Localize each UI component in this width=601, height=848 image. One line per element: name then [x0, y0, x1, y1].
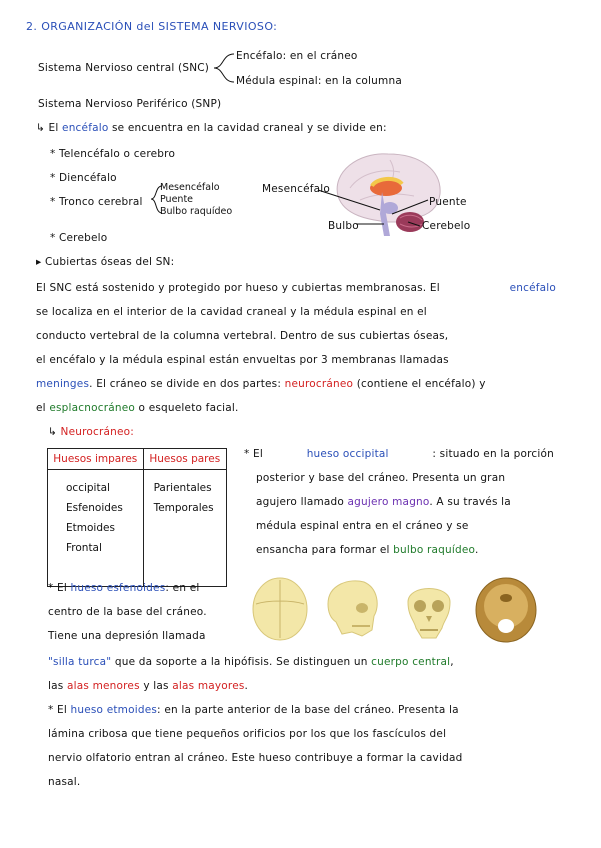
paragraph-line-1 — [36, 282, 556, 294]
occipital-line-4: médula espinal entra en el cráneo y se — [256, 520, 469, 532]
occipital-l1-star: * El — [244, 448, 263, 460]
esfenoides-las-1: las — [48, 680, 64, 692]
division-diencefalo: * Diencéfalo — [50, 172, 117, 184]
occipital-l1-rest: : situado en la porción — [432, 448, 554, 460]
bone-etmoides: Etmoides — [66, 522, 115, 534]
occipital-line-5 — [256, 544, 479, 556]
tronco-part-puente: Puente — [160, 194, 194, 205]
occipital-l3-text: agujero llamado — [256, 496, 344, 508]
occipital-term: hueso occipital — [306, 448, 389, 460]
paragraph-l2-text: se localiza en el interior de la cavidad craneal y la médula espinal en el — [36, 306, 427, 318]
etmoides-line-4: nasal. — [48, 776, 81, 788]
page-title: 2. ORGANIZACIÓN del SISTEMA NERVIOSO: — [26, 20, 278, 33]
bone-parientales: Parientales — [153, 482, 212, 494]
esfenoides-line-2: centro de la base del cráneo. — [48, 606, 207, 618]
esfenoides-term: hueso esfenoides — [70, 582, 166, 594]
occipital-l5-text: ensancha para formar el — [256, 544, 390, 556]
paragraph-esplacnocraneo: esplacnocráneo — [49, 402, 135, 414]
snc-branch-encefalo: Encéfalo: en el cráneo — [236, 50, 358, 62]
paragraph-l5-text: . El cráneo se divide en dos partes: — [89, 378, 282, 390]
paragraph-meninges: meninges — [36, 378, 90, 390]
esfenoides-l1-star: * El — [48, 582, 67, 594]
paragraph-line-4 — [36, 354, 449, 366]
bone-occipital: occipital — [66, 482, 110, 494]
paragraph-line-2 — [36, 306, 556, 318]
esfenoides-cuerpo-central: cuerpo central — [371, 656, 451, 668]
snc-branch-medula: Médula espinal: en la columna — [236, 75, 402, 87]
brain-label-cerebelo: Cerebelo — [422, 220, 471, 232]
paragraph-neurocraneo: neurocráneo — [284, 378, 354, 390]
esfenoides-line-5 — [48, 680, 248, 692]
bones-col-pares: Huesos pares — [143, 449, 226, 470]
esfenoides-silla-turca: "silla turca" — [48, 656, 112, 668]
paragraph-line-3 — [36, 330, 556, 342]
esfenoides-line-4 — [48, 656, 454, 668]
tronco-parts — [160, 182, 232, 218]
pares-list — [144, 470, 226, 518]
esfenoides-line-1 — [48, 582, 200, 594]
cubiertas-heading: ▸ Cubiertas óseas del SN: — [36, 256, 175, 268]
encefalo-rest: se encuentra en la cavidad craneal y se divide en: — [112, 122, 387, 134]
paragraph-l5-end: (contiene el encéfalo) y — [356, 378, 486, 390]
division-tronco: * Tronco cerebral — [50, 196, 143, 208]
skull-top-view — [250, 576, 310, 642]
bone-temporales: Temporales — [153, 502, 214, 514]
brain-label-mesencefalo: Mesencéfalo — [262, 183, 331, 195]
paragraph-l1-encefalo: encéfalo — [509, 282, 556, 294]
neurocraneo-prefix: ↳ — [48, 426, 57, 438]
bones-col-impares: Huesos impares — [48, 449, 144, 470]
etmoides-term: hueso etmoides — [70, 704, 158, 716]
etmoides-line-1 — [48, 704, 459, 716]
encefalo-line — [36, 122, 387, 134]
occipital-line-1 — [244, 448, 554, 460]
etmoides-l1-star: * El — [48, 704, 67, 716]
paragraph-l6-el: el — [36, 402, 46, 414]
encefalo-word: encéfalo — [62, 122, 109, 134]
paragraph-line-6 — [36, 402, 239, 414]
etmoides-line-3: nervio olfatorio entran al cráneo. Este hueso contribuye a formar la cavidad — [48, 752, 463, 764]
esfenoides-l5-end: . — [244, 680, 249, 692]
skull-front-view — [404, 576, 454, 642]
etmoides-line-2: lámina cribosa que tiene pequeños orificios por los que los fascículos del — [48, 728, 447, 740]
occipital-bulbo: bulbo raquídeo — [393, 544, 475, 556]
skull-side-view — [322, 576, 382, 642]
occipital-l5-end: . — [475, 544, 479, 556]
esfenoides-l4-text: que da soporte a la hipófisis. Se distinguen un — [114, 656, 368, 668]
brain-pointer-lines — [300, 180, 440, 240]
paragraph-l4-text: el encéfalo y la médula espinal están envueltas por 3 membranas llamadas — [36, 354, 449, 366]
bone-esfenoides: Esfenoides — [66, 502, 123, 514]
snc-brace-icon — [212, 50, 236, 86]
paragraph-l6-end: o esqueleto facial. — [138, 402, 239, 414]
paragraph-line-5 — [36, 378, 486, 390]
brain-label-bulbo: Bulbo — [328, 220, 359, 232]
encefalo-prefix: ↳ El — [36, 122, 59, 134]
snp-label: Sistema Nervioso Periférico (SNP) — [38, 98, 222, 110]
bone-frontal: Frontal — [66, 542, 102, 554]
snc-label: Sistema Nervioso central (SNC) — [38, 62, 210, 74]
occipital-line-3 — [256, 496, 511, 508]
skull-base-view — [474, 576, 538, 644]
paragraph-l3-text: conducto vertebral de la columna vertebral. Dentro de sus cubiertas óseas, — [36, 330, 449, 342]
neurocraneo-heading — [48, 426, 134, 438]
etmoides-l1-rest: : en la parte anterior de la base del cráneo. Presenta la — [157, 704, 459, 716]
impares-list — [48, 470, 143, 558]
neurocraneo-label: Neurocráneo: — [60, 426, 135, 438]
division-cerebelo: * Cerebelo — [50, 232, 108, 244]
esfenoides-line-3: Tiene una depresión llamada — [48, 630, 206, 642]
esfenoides-l1-rest: : en el — [165, 582, 200, 594]
esfenoides-l4-comma: , — [450, 656, 454, 668]
esfenoides-y-las: y las — [143, 680, 169, 692]
esfenoides-alas-mayores: alas mayores — [172, 680, 245, 692]
bones-table — [47, 448, 227, 587]
esfenoides-alas-menores: alas menores — [66, 680, 140, 692]
brain-label-puente: Puente — [429, 196, 467, 208]
occipital-l3-end: . A su través la — [429, 496, 511, 508]
division-telencefalo: * Telencéfalo o cerebro — [50, 148, 176, 160]
tronco-part-bulbo: Bulbo raquídeo — [160, 206, 233, 217]
occipital-line-2: posterior y base del cráneo. Presenta un gran — [256, 472, 506, 484]
tronco-part-mesencefalo: Mesencéfalo — [160, 182, 220, 193]
paragraph-l1-text: El SNC está sostenido y protegido por hueso y cubiertas membranosas. El — [36, 282, 440, 294]
occipital-agujero-magno: agujero magno — [347, 496, 430, 508]
